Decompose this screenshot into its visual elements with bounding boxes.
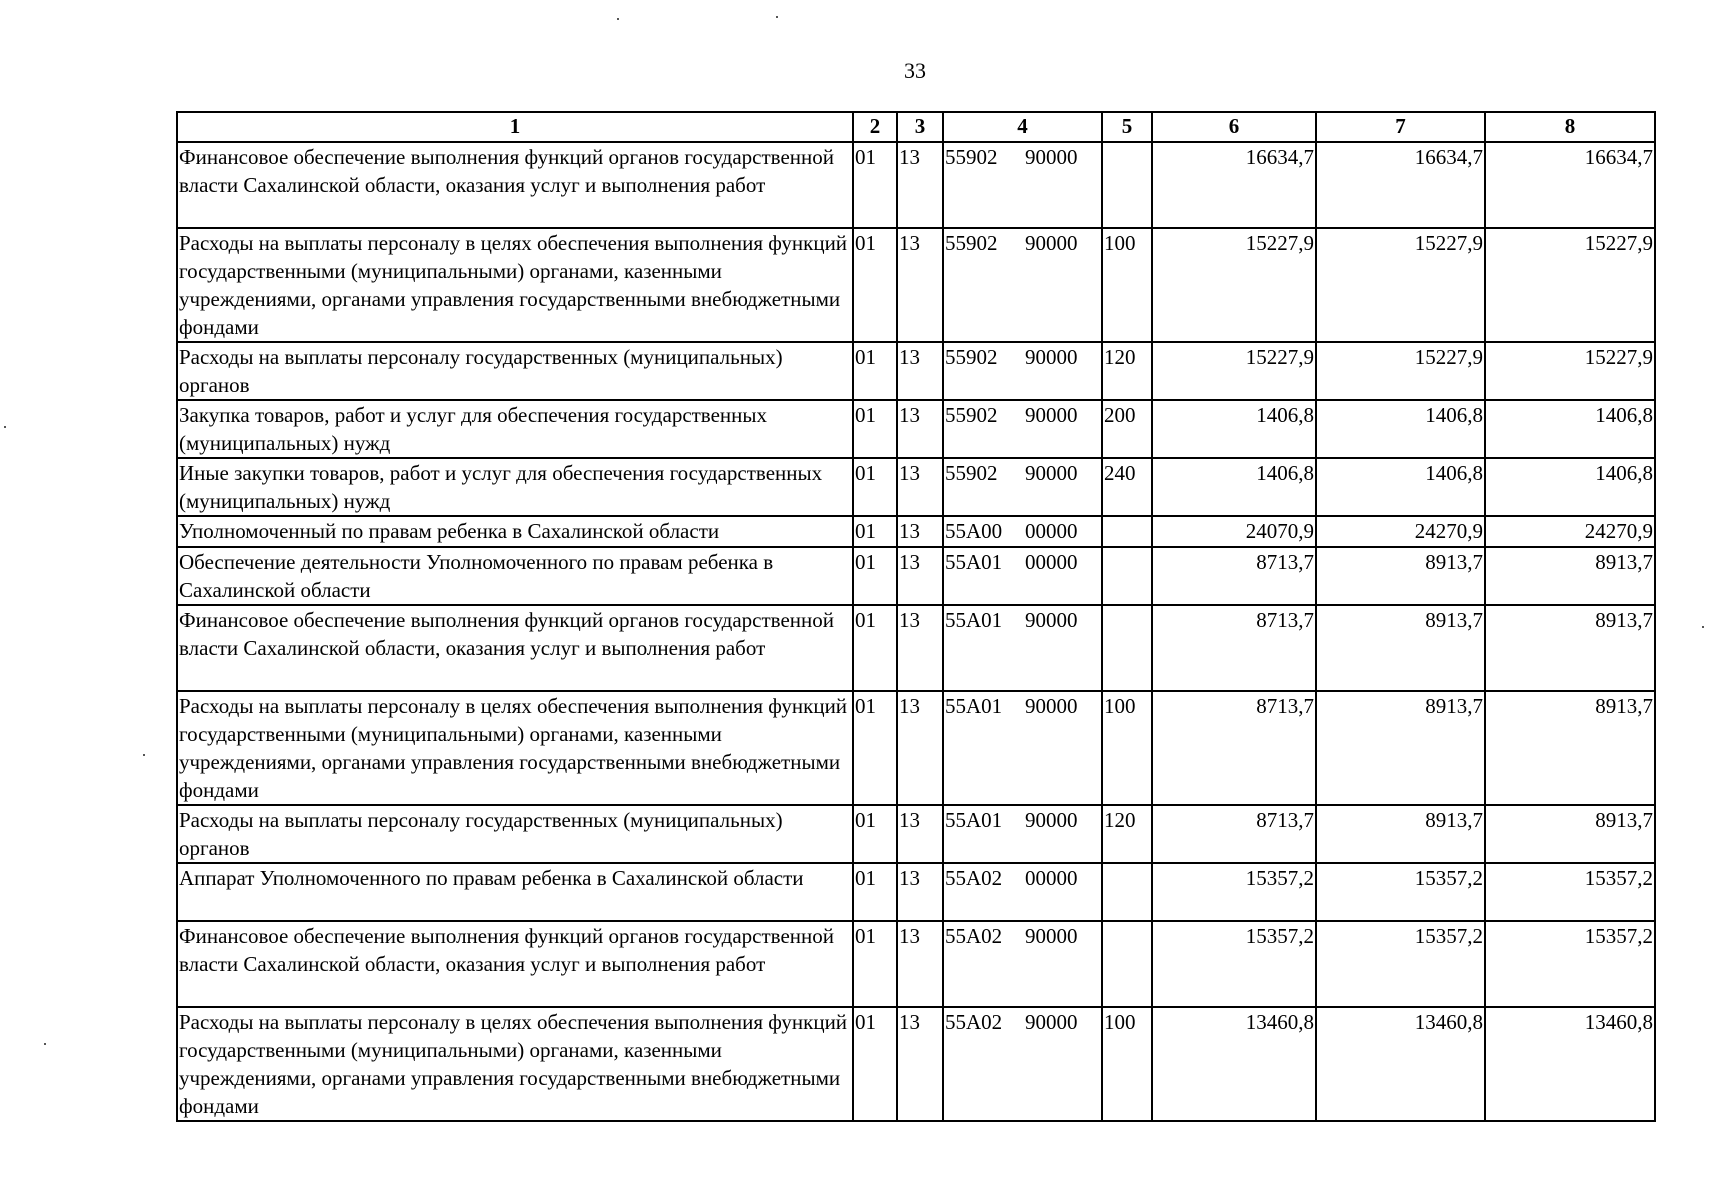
direction-code: 90000 — [1025, 461, 1078, 485]
expense-type-code: 100 — [1102, 228, 1152, 342]
amount-col-8: 15227,9 — [1485, 228, 1655, 342]
amount-col-7: 8913,7 — [1316, 605, 1485, 691]
column-header: 7 — [1316, 112, 1485, 142]
section-code: 01 — [853, 142, 897, 228]
amount-col-7: 15357,2 — [1316, 863, 1485, 921]
expense-type-code — [1102, 516, 1152, 547]
amount-col-6: 8713,7 — [1152, 547, 1316, 605]
table-row — [177, 400, 1655, 458]
table-row — [177, 228, 1655, 342]
row-name: Финансовое обеспечение выполнения функций органов государственной власти Сахалинской области, оказания услуг и выполнения работ — [177, 142, 853, 228]
row-name: Уполномоченный по правам ребенка в Сахалинской области — [177, 516, 853, 547]
table-row — [177, 516, 1655, 547]
direction-code: 00000 — [1025, 866, 1078, 890]
table-row — [177, 863, 1655, 921]
expense-type-code — [1102, 142, 1152, 228]
section-code: 01 — [853, 547, 897, 605]
amount-col-7: 15227,9 — [1316, 342, 1485, 400]
amount-col-8: 1406,8 — [1485, 458, 1655, 516]
amount-col-7: 8913,7 — [1316, 805, 1485, 863]
direction-code: 90000 — [1025, 608, 1078, 632]
program-code: 55А00 — [945, 519, 1003, 543]
expense-type-code — [1102, 863, 1152, 921]
subsection-code: 13 — [897, 863, 943, 921]
subsection-code: 13 — [897, 805, 943, 863]
amount-col-6: 15227,9 — [1152, 228, 1316, 342]
expense-type-code: 240 — [1102, 458, 1152, 516]
amount-col-8: 1406,8 — [1485, 400, 1655, 458]
target-article-code — [943, 605, 1102, 691]
program-code: 55А01 — [945, 608, 1003, 632]
amount-col-6: 15357,2 — [1152, 863, 1316, 921]
header-row — [177, 112, 1655, 142]
column-header: 8 — [1485, 112, 1655, 142]
subsection-code: 13 — [897, 400, 943, 458]
program-code: 55902 — [945, 231, 998, 255]
amount-col-8: 15357,2 — [1485, 863, 1655, 921]
target-article-code — [943, 863, 1102, 921]
amount-col-8: 8913,7 — [1485, 805, 1655, 863]
program-code: 55А02 — [945, 924, 1003, 948]
program-code: 55А01 — [945, 808, 1003, 832]
section-code: 01 — [853, 863, 897, 921]
amount-col-7: 13460,8 — [1316, 1007, 1485, 1121]
amount-col-7: 8913,7 — [1316, 691, 1485, 805]
amount-col-8: 13460,8 — [1485, 1007, 1655, 1121]
section-code: 01 — [853, 691, 897, 805]
section-code: 01 — [853, 228, 897, 342]
subsection-code: 13 — [897, 605, 943, 691]
amount-col-7: 16634,7 — [1316, 142, 1485, 228]
amount-col-6: 15357,2 — [1152, 921, 1316, 1007]
direction-code: 00000 — [1025, 550, 1078, 574]
column-header: 2 — [853, 112, 897, 142]
expense-type-code: 100 — [1102, 1007, 1152, 1121]
amount-col-6: 24070,9 — [1152, 516, 1316, 547]
table-row — [177, 1007, 1655, 1121]
amount-col-8: 24270,9 — [1485, 516, 1655, 547]
table-row — [177, 691, 1655, 805]
row-name: Обеспечение деятельности Уполномоченного по правам ребенка в Сахалинской области — [177, 547, 853, 605]
subsection-code: 13 — [897, 342, 943, 400]
row-name: Финансовое обеспечение выполнения функций органов государственной власти Сахалинской области, оказания услуг и выполнения работ — [177, 921, 853, 1007]
subsection-code: 13 — [897, 547, 943, 605]
target-article-code — [943, 516, 1102, 547]
direction-code: 90000 — [1025, 345, 1078, 369]
row-name: Расходы на выплаты персоналу в целях обеспечения выполнения функций государственными (муниципальными) органами, казенными учреждениями, органами управления государственными внебюджетными фондами — [177, 228, 853, 342]
direction-code: 90000 — [1025, 808, 1078, 832]
amount-col-6: 8713,7 — [1152, 691, 1316, 805]
amount-col-8: 15357,2 — [1485, 921, 1655, 1007]
expense-type-code — [1102, 921, 1152, 1007]
subsection-code: 13 — [897, 1007, 943, 1121]
page-number: 33 — [904, 58, 926, 83]
row-name: Расходы на выплаты персоналу государственных (муниципальных) органов — [177, 805, 853, 863]
amount-col-6: 16634,7 — [1152, 142, 1316, 228]
table-row — [177, 805, 1655, 863]
table-row — [177, 458, 1655, 516]
table-row — [177, 547, 1655, 605]
target-article-code — [943, 142, 1102, 228]
program-code: 55А02 — [945, 1010, 1003, 1034]
expense-type-code: 100 — [1102, 691, 1152, 805]
section-code: 01 — [853, 805, 897, 863]
section-code: 01 — [853, 1007, 897, 1121]
scan-speck — [776, 16, 778, 18]
amount-col-7: 15357,2 — [1316, 921, 1485, 1007]
column-header: 5 — [1102, 112, 1152, 142]
scan-speck — [44, 1043, 46, 1045]
amount-col-7: 1406,8 — [1316, 400, 1485, 458]
program-code: 55А01 — [945, 550, 1003, 574]
row-name: Финансовое обеспечение выполнения функций органов государственной власти Сахалинской области, оказания услуг и выполнения работ — [177, 605, 853, 691]
section-code: 01 — [853, 400, 897, 458]
direction-code: 90000 — [1025, 924, 1078, 948]
direction-code: 90000 — [1025, 1010, 1078, 1034]
direction-code: 90000 — [1025, 231, 1078, 255]
scan-speck — [143, 754, 145, 756]
target-article-code — [943, 228, 1102, 342]
amount-col-8: 15227,9 — [1485, 342, 1655, 400]
amount-col-6: 1406,8 — [1152, 458, 1316, 516]
amount-col-8: 8913,7 — [1485, 691, 1655, 805]
section-code: 01 — [853, 458, 897, 516]
section-code: 01 — [853, 516, 897, 547]
direction-code: 90000 — [1025, 694, 1078, 718]
program-code: 55А01 — [945, 694, 1003, 718]
row-name: Закупка товаров, работ и услуг для обеспечения государственных (муниципальных) нужд — [177, 400, 853, 458]
amount-col-7: 15227,9 — [1316, 228, 1485, 342]
row-name: Расходы на выплаты персоналу в целях обеспечения выполнения функций государственными (муниципальными) органами, казенными учреждениями, органами управления государственными внебюджетными фондами — [177, 691, 853, 805]
amount-col-6: 1406,8 — [1152, 400, 1316, 458]
column-header: 1 — [177, 112, 853, 142]
amount-col-6: 8713,7 — [1152, 805, 1316, 863]
amount-col-7: 24270,9 — [1316, 516, 1485, 547]
row-name: Расходы на выплаты персоналу в целях обеспечения выполнения функций государственными (муниципальными) органами, казенными учреждениями, органами управления государственными внебюджетными фондами — [177, 1007, 853, 1121]
target-article-code — [943, 921, 1102, 1007]
subsection-code: 13 — [897, 921, 943, 1007]
expense-type-code: 200 — [1102, 400, 1152, 458]
subsection-code: 13 — [897, 691, 943, 805]
program-code: 55902 — [945, 461, 998, 485]
expense-type-code: 120 — [1102, 342, 1152, 400]
subsection-code: 13 — [897, 458, 943, 516]
scan-speck — [1702, 626, 1704, 628]
column-header: 3 — [897, 112, 943, 142]
direction-code: 90000 — [1025, 145, 1078, 169]
section-code: 01 — [853, 605, 897, 691]
target-article-code — [943, 1007, 1102, 1121]
subsection-code: 13 — [897, 142, 943, 228]
row-name: Расходы на выплаты персоналу государственных (муниципальных) органов — [177, 342, 853, 400]
row-name: Иные закупки товаров, работ и услуг для обеспечения государственных (муниципальных) нужд — [177, 458, 853, 516]
table-row — [177, 921, 1655, 1007]
expense-type-code: 120 — [1102, 805, 1152, 863]
program-code: 55А02 — [945, 866, 1003, 890]
amount-col-7: 1406,8 — [1316, 458, 1485, 516]
section-code: 01 — [853, 921, 897, 1007]
direction-code: 90000 — [1025, 403, 1078, 427]
column-header: 4 — [943, 112, 1102, 142]
budget-table — [176, 111, 1656, 1122]
target-article-code — [943, 342, 1102, 400]
amount-col-6: 8713,7 — [1152, 605, 1316, 691]
column-header: 6 — [1152, 112, 1316, 142]
target-article-code — [943, 691, 1102, 805]
subsection-code: 13 — [897, 516, 943, 547]
direction-code: 00000 — [1025, 519, 1078, 543]
amount-col-8: 16634,7 — [1485, 142, 1655, 228]
section-code: 01 — [853, 342, 897, 400]
program-code: 55902 — [945, 345, 998, 369]
target-article-code — [943, 547, 1102, 605]
table-row — [177, 605, 1655, 691]
table-row — [177, 142, 1655, 228]
amount-col-8: 8913,7 — [1485, 547, 1655, 605]
amount-col-8: 8913,7 — [1485, 605, 1655, 691]
amount-col-7: 8913,7 — [1316, 547, 1485, 605]
amount-col-6: 13460,8 — [1152, 1007, 1316, 1121]
target-article-code — [943, 805, 1102, 863]
scan-speck — [617, 18, 619, 20]
expense-type-code — [1102, 605, 1152, 691]
program-code: 55902 — [945, 145, 998, 169]
target-article-code — [943, 400, 1102, 458]
expense-type-code — [1102, 547, 1152, 605]
scan-speck — [4, 426, 6, 428]
table-row — [177, 342, 1655, 400]
amount-col-6: 15227,9 — [1152, 342, 1316, 400]
subsection-code: 13 — [897, 228, 943, 342]
program-code: 55902 — [945, 403, 998, 427]
target-article-code — [943, 458, 1102, 516]
row-name: Аппарат Уполномоченного по правам ребенка в Сахалинской области — [177, 863, 853, 921]
